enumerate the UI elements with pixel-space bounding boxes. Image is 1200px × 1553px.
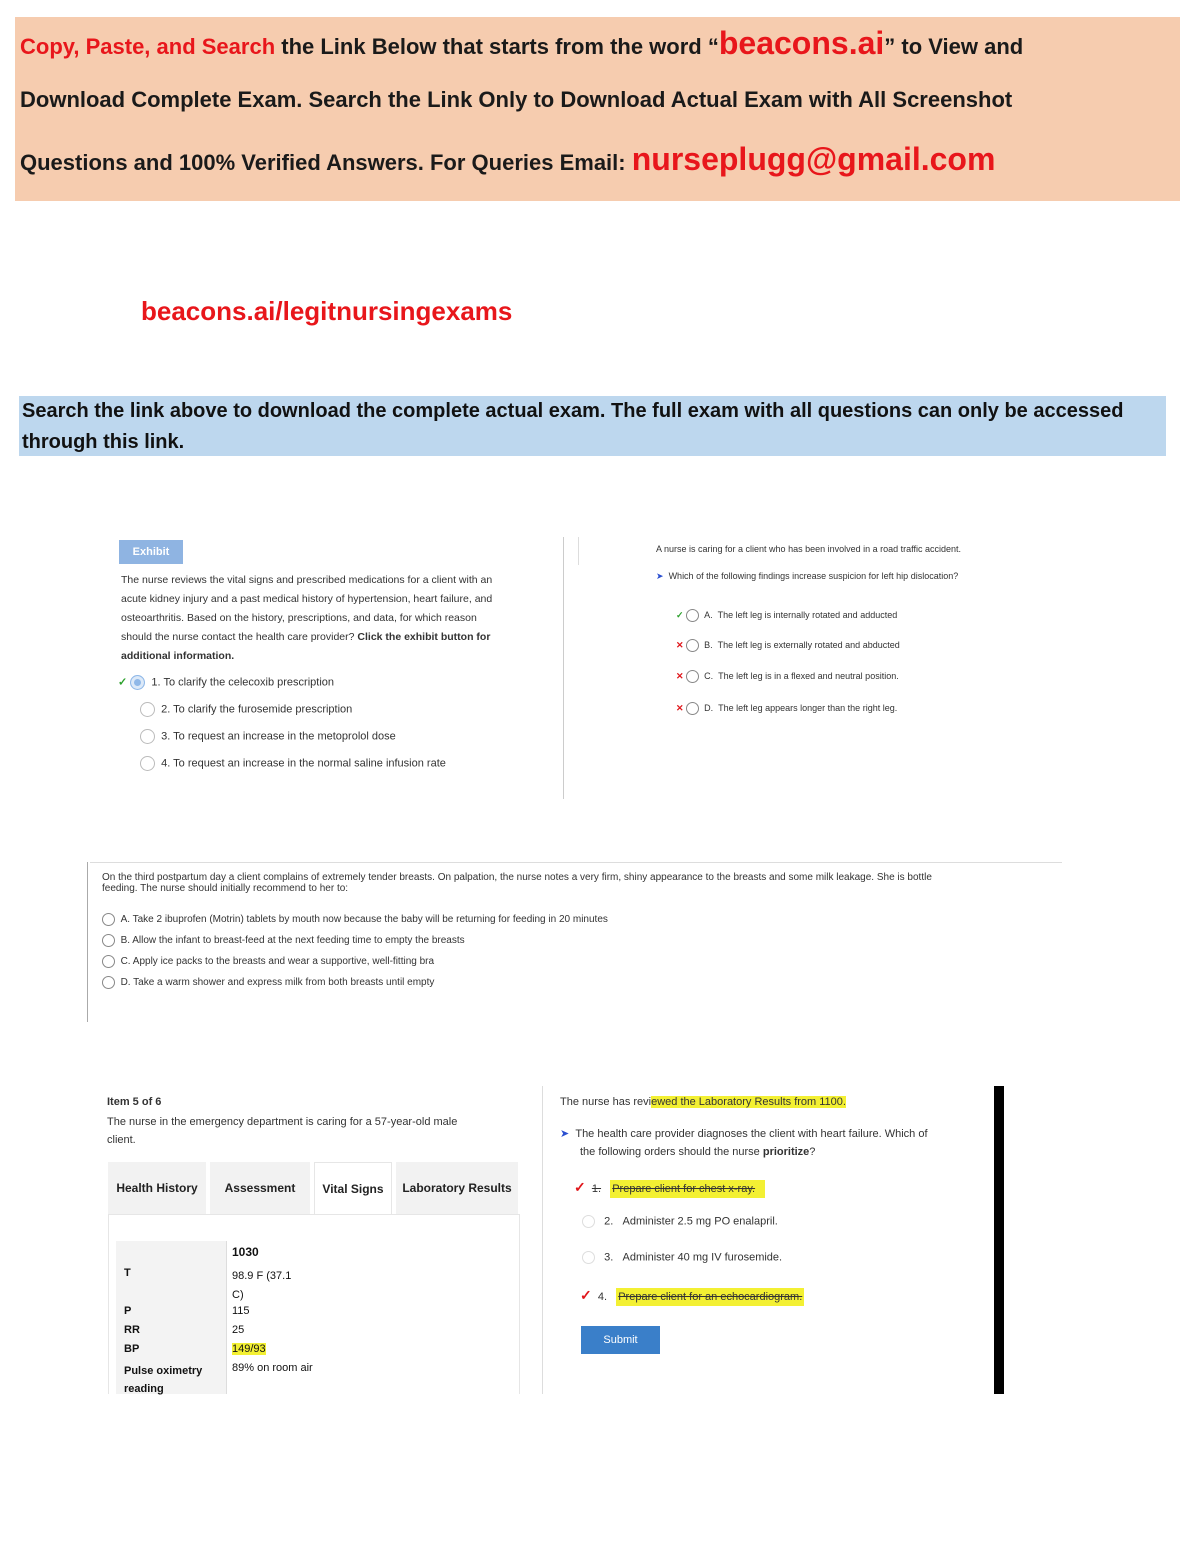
option-row[interactable] bbox=[102, 955, 434, 968]
stem-line: The nurse in the emergency department is caring for a 57-year-old male bbox=[107, 1116, 458, 1128]
question-intro: A nurse is caring for a client who has been involved in a road traffic accident. bbox=[656, 544, 962, 554]
option-label: 4. To request an increase in the normal saline infusion rate bbox=[161, 757, 446, 770]
option-text: Administer 2.5 mg PO enalapril. bbox=[622, 1215, 778, 1228]
option-letter: B. bbox=[704, 639, 713, 650]
option-text: The left leg is externally rotated and abducted bbox=[717, 639, 900, 650]
correct-check-icon: ✓ bbox=[118, 676, 128, 689]
vital-label: Pulse oximetry reading bbox=[124, 1365, 203, 1395]
stem-line: The nurse reviews the vital signs and prescribed medications for a client with an bbox=[121, 574, 493, 586]
stem-line: On the third postpartum day a client complains of extremely tender breasts. On palpation, the nurse notes a very firm, shiny appearance to the breasts and some milk leakage. She is bottle bbox=[102, 872, 932, 883]
radio-icon[interactable] bbox=[582, 1251, 595, 1264]
item-counter: Item 5 of 6 bbox=[107, 1096, 162, 1108]
vital-value: 25 bbox=[232, 1324, 245, 1336]
banner-line-1 bbox=[20, 25, 1023, 62]
screenshot-postpartum-question bbox=[102, 872, 1062, 1002]
stem-line: client. bbox=[107, 1134, 136, 1146]
exhibit-button[interactable]: Exhibit bbox=[119, 540, 183, 564]
vital-label: BP bbox=[124, 1343, 140, 1355]
option-row[interactable] bbox=[580, 1287, 804, 1304]
tab-vital-signs[interactable]: Vital Signs bbox=[314, 1162, 392, 1214]
banner-text-end: ” to View and bbox=[884, 34, 1024, 59]
banner-red-phrase: Copy, Paste, and Search bbox=[20, 34, 276, 59]
banner-line-3 bbox=[20, 141, 995, 178]
option-label: B. Allow the infant to breast-feed at the next feeding time to empty the breasts bbox=[120, 935, 465, 947]
instruction-banner bbox=[15, 17, 1180, 201]
option-letter: C. bbox=[704, 670, 714, 681]
question-text: the following orders should the nurse bbox=[580, 1146, 763, 1158]
option-row[interactable] bbox=[574, 1179, 765, 1196]
question-text: Which of the following findings increase suspicion for left hip dislocation? bbox=[668, 571, 959, 581]
option-text: Administer 40 mg IV furosemide. bbox=[622, 1251, 783, 1264]
option-row[interactable] bbox=[140, 756, 446, 771]
option-text: The left leg appears longer than the right leg. bbox=[718, 702, 898, 713]
stem-bold: additional information. bbox=[121, 650, 235, 662]
option-label: 2. To clarify the furosemide prescription bbox=[161, 703, 353, 716]
question-stem bbox=[121, 571, 492, 666]
option-row[interactable] bbox=[676, 702, 897, 715]
radio-icon[interactable] bbox=[582, 1215, 595, 1228]
stem-line: feeding. The nurse should initially recommend to her to: bbox=[102, 883, 349, 894]
vital-label: T bbox=[124, 1267, 131, 1279]
radio-icon[interactable] bbox=[102, 976, 115, 989]
option-row[interactable] bbox=[582, 1251, 782, 1264]
banner-domain: beacons.ai bbox=[718, 25, 885, 61]
option-letter: D. bbox=[704, 702, 714, 713]
notice-bar: Search the link above to download the complete actual exam. The full exam with all questions can only be accessed through this link. bbox=[19, 396, 1166, 456]
question-line bbox=[580, 1146, 815, 1158]
option-row[interactable] bbox=[102, 913, 608, 926]
radio-icon[interactable] bbox=[102, 934, 115, 947]
wrong-x-icon: ✕ bbox=[676, 702, 684, 713]
arrow-icon: ➤ bbox=[560, 1128, 570, 1140]
question-text: The health care provider diagnoses the client with heart failure. Which of bbox=[575, 1128, 928, 1140]
divider bbox=[542, 1086, 543, 1394]
option-label: D. Take a warm shower and express milk from both breasts until empty bbox=[120, 977, 435, 989]
question-bold: prioritize bbox=[762, 1146, 810, 1158]
tab-laboratory-results[interactable]: Laboratory Results bbox=[396, 1162, 518, 1214]
radio-icon[interactable] bbox=[686, 609, 699, 622]
radio-icon[interactable] bbox=[686, 670, 699, 683]
tab-assessment[interactable]: Assessment bbox=[210, 1162, 310, 1214]
option-row[interactable] bbox=[102, 934, 465, 947]
vital-value-highlighted: 149/93 bbox=[232, 1343, 266, 1355]
option-row[interactable] bbox=[102, 976, 434, 989]
radio-icon[interactable] bbox=[140, 756, 155, 771]
question-line bbox=[560, 1127, 928, 1140]
question-text: ? bbox=[809, 1146, 816, 1158]
time-header: 1030 bbox=[232, 1245, 259, 1259]
vital-value: 89% on room air bbox=[232, 1362, 313, 1374]
option-row[interactable] bbox=[140, 702, 352, 717]
vital-label: P bbox=[124, 1305, 132, 1317]
option-number: 2. bbox=[604, 1215, 614, 1228]
radio-icon[interactable] bbox=[686, 639, 699, 652]
option-text: The left leg is internally rotated and adducted bbox=[717, 609, 898, 620]
banner-text: the Link Below that starts from the word “ bbox=[275, 34, 719, 59]
question-line bbox=[656, 571, 958, 582]
option-number: 4. bbox=[597, 1291, 608, 1303]
radio-icon[interactable] bbox=[102, 913, 115, 926]
radio-icon[interactable] bbox=[686, 702, 699, 715]
screenshot-hip-question bbox=[600, 540, 1050, 720]
intro-highlight: ewed the Laboratory Results from 1100. bbox=[651, 1096, 846, 1108]
option-text: The left leg is in a flexed and neutral position. bbox=[718, 670, 899, 681]
tab-health-history[interactable]: Health History bbox=[108, 1162, 206, 1214]
arrow-icon: ➤ bbox=[656, 571, 664, 581]
stem-line: osteoarthritis. Based on the history, prescriptions, and data, for which reason bbox=[121, 612, 477, 624]
vitals-table bbox=[116, 1241, 340, 1394]
radio-selected-icon[interactable] bbox=[130, 675, 145, 690]
divider bbox=[578, 537, 579, 565]
submit-button[interactable]: Submit bbox=[581, 1326, 660, 1354]
divider bbox=[87, 862, 88, 1022]
option-number: 3. bbox=[604, 1251, 614, 1264]
screenshot-heart-failure-question bbox=[560, 1094, 990, 1384]
stem-bold: Click the exhibit button for bbox=[357, 631, 491, 643]
option-row[interactable] bbox=[140, 729, 396, 744]
intro-text: The nurse has revi bbox=[560, 1096, 652, 1108]
stem-line: should the nurse contact the health care provider? bbox=[121, 631, 355, 643]
download-link[interactable]: beacons.ai/legitnursingexams bbox=[141, 296, 513, 326]
option-row[interactable] bbox=[676, 670, 899, 683]
vital-value: 115 bbox=[232, 1305, 250, 1317]
option-label: 1. To clarify the celecoxib prescription bbox=[151, 676, 335, 689]
option-row[interactable] bbox=[582, 1215, 778, 1228]
radio-icon[interactable] bbox=[102, 955, 115, 968]
stem-line: acute kidney injury and a past medical history of hypertension, heart failure, and bbox=[121, 593, 493, 605]
contact-email[interactable]: nurseplugg@gmail.com bbox=[631, 141, 996, 177]
divider bbox=[563, 537, 564, 799]
check-mark-icon: ✓ bbox=[580, 1287, 592, 1303]
screenshot-exhibit-question bbox=[110, 530, 565, 800]
option-letter: A. bbox=[704, 609, 713, 620]
check-mark-icon: ✓ bbox=[574, 1179, 586, 1195]
screen-edge bbox=[994, 1086, 1004, 1394]
option-row[interactable] bbox=[676, 609, 897, 622]
wrong-x-icon: ✕ bbox=[676, 670, 684, 681]
option-number: 1. bbox=[591, 1183, 602, 1195]
correct-check-icon: ✓ bbox=[676, 609, 684, 620]
divider bbox=[90, 862, 1062, 863]
option-row[interactable] bbox=[676, 639, 900, 652]
option-label: C. Apply ice packs to the breasts and wear a supportive, well-fitting bra bbox=[120, 956, 435, 968]
radio-icon[interactable] bbox=[140, 729, 155, 744]
vital-value: 98.9 F (37.1 C) bbox=[232, 1270, 292, 1301]
option-label: 3. To request an increase in the metoprolol dose bbox=[161, 730, 396, 743]
option-text: Prepare client for an echocardiogram. bbox=[616, 1288, 804, 1306]
option-text: Prepare client for chest x-ray. bbox=[610, 1180, 765, 1198]
banner-line-2: Download Complete Exam. Search the Link Only to Download Actual Exam with All Screenshot bbox=[20, 87, 1013, 112]
option-row[interactable] bbox=[118, 675, 334, 690]
option-label: A. Take 2 ibuprofen (Motrin) tablets by mouth now because the baby will be returning for feeding in 20 minutes bbox=[120, 914, 608, 926]
radio-icon[interactable] bbox=[140, 702, 155, 717]
banner-query-text: Questions and 100% Verified Answers. For Queries Email: bbox=[20, 150, 632, 175]
question-intro bbox=[560, 1096, 846, 1108]
wrong-x-icon: ✕ bbox=[676, 639, 684, 650]
vital-label: RR bbox=[124, 1324, 140, 1336]
